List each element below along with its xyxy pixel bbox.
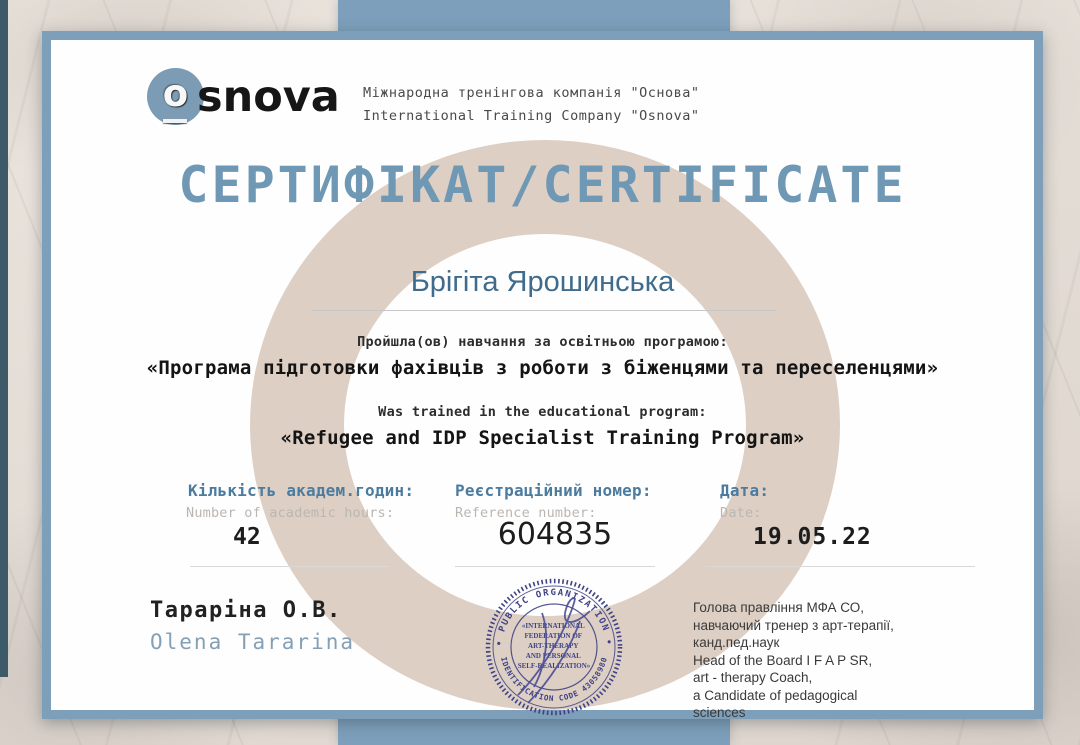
credential-line: Head of the Board I F A P SR, xyxy=(693,652,873,668)
hours-underline xyxy=(190,566,390,567)
program-name-uk: «Програма підготовки фахівців з роботи з біженцями та переселенцями» xyxy=(146,357,939,379)
reference-label-uk: Реєстраційний номер: xyxy=(455,481,652,500)
credential-line: канд.пед.наук xyxy=(693,635,780,650)
seal-ring-text-top: • PUBLIC ORGANIZATION • xyxy=(494,588,614,647)
organization-seal xyxy=(484,577,624,717)
recipient-name-underline xyxy=(312,310,776,311)
certificate-title: СЕРТИФІКАТ/CERTIFICATE xyxy=(178,156,907,214)
credential-line: навчаючий тренер з арт-терапії, xyxy=(693,617,894,633)
hours-label-uk: Кількість академ.годин: xyxy=(188,481,415,500)
program-intro-uk: Пройшла(ов) навчання за освітньою програмою: xyxy=(357,334,728,350)
reference-label-en: Reference number: xyxy=(455,505,597,521)
reference-value: 604835 xyxy=(497,517,613,552)
date-label-uk: Дата: xyxy=(720,481,770,500)
credential-line: sciences xyxy=(693,705,746,720)
background-left-strip xyxy=(0,0,8,677)
date-value: 19.05.22 xyxy=(753,524,872,550)
program-name-en: «Refugee and IDP Specialist Training Program» xyxy=(280,427,805,449)
recipient-name: Брігіта Ярошинська xyxy=(410,266,675,298)
osnova-logo-o-letter: o xyxy=(162,72,189,115)
credential-line: Голова правління МФА СО, xyxy=(693,600,864,615)
date-label-en: Date: xyxy=(720,505,762,521)
hours-value: 42 xyxy=(233,524,261,550)
signer-credentials xyxy=(693,599,963,722)
credential-line: a Candidate of pedagogical xyxy=(693,687,858,703)
date-underline xyxy=(705,566,975,567)
company-tagline-uk: Міжнародна тренінгова компанія "Основа" xyxy=(363,85,700,101)
company-tagline xyxy=(363,82,699,128)
credential-line: art - therapy Coach, xyxy=(693,670,813,685)
reference-underline xyxy=(455,566,655,567)
program-intro-en: Was trained in the educational program: xyxy=(378,404,707,420)
seal-center-text: «INTERNATIONAL FEDERATION OF ART-THERAPY AND PERSONAL SELF-REALIZATION» xyxy=(517,622,591,670)
company-tagline-en: International Training Company "Osnova" xyxy=(363,108,700,124)
hours-label-en: Number of academic hours: xyxy=(186,505,395,521)
osnova-logo-o-underline xyxy=(163,119,187,123)
osnova-logo-wordmark: snova xyxy=(197,72,340,122)
seal-ring-text-bottom: IDENTIFICATION CODE 43058980 xyxy=(499,655,609,704)
signer-name-uk: Тараріна О.В. xyxy=(150,598,342,623)
signer-name-en: Olena Tararina xyxy=(150,630,356,654)
